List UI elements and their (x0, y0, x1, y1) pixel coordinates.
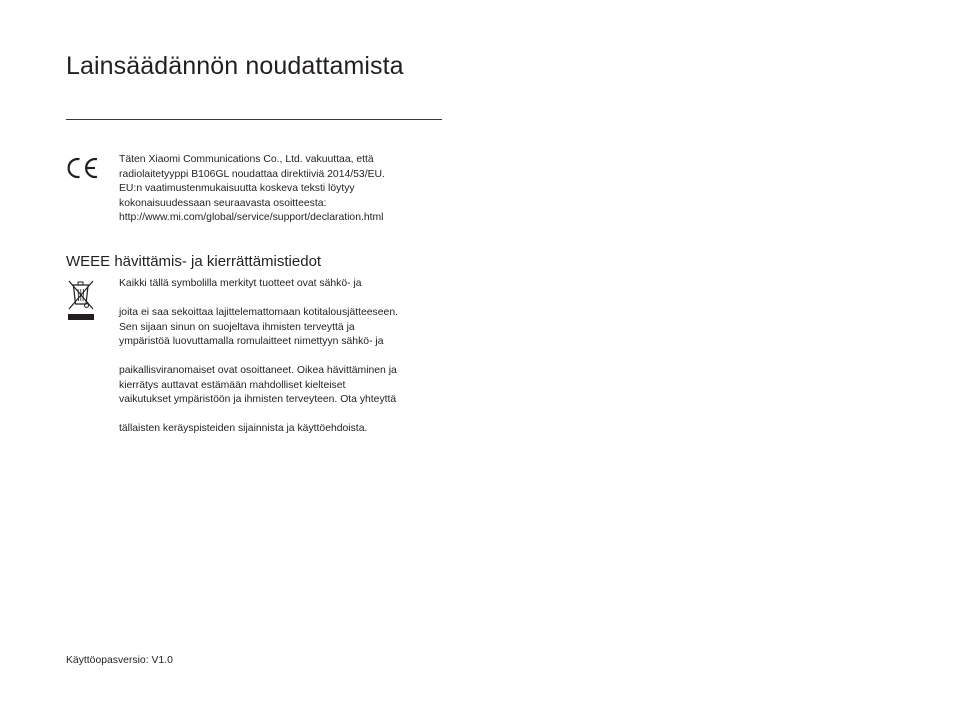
weee-line (119, 408, 449, 423)
weee-line: joita ei saa sekoittaa lajittelemattomaan kotitalousjätteeseen. (119, 307, 398, 318)
ce-line: radiolaitetyyppi B106GL noudattaa direktiiviä 2014/53/EU. (119, 168, 385, 180)
ce-declaration-url: http://www.mi.com/global/service/support/declaration.html (119, 212, 384, 223)
ce-declaration-text (119, 153, 449, 226)
weee-line (119, 292, 449, 307)
ce-line: kokonaisuudessaan seuraavasta osoitteesta: (119, 197, 327, 209)
weee-line: kierrätys auttavat estämään mahdolliset kielteiset (119, 379, 346, 391)
weee-line: vaikutukset ympäristöön ja ihmisten terveyteen. Ota yhteyttä (119, 394, 397, 405)
manual-version-label: Käyttöopasversio: V1.0 (66, 655, 173, 666)
title-divider (66, 119, 442, 120)
weee-section-title: WEEE hävittämis- ja kierrättämistiedot (66, 253, 322, 270)
weee-line (119, 350, 449, 365)
weee-body-text (119, 277, 449, 437)
weee-line: tällaisten keräyspisteiden sijainnista ja käyttöehdoista. (119, 423, 368, 434)
weee-line: paikallisviranomaiset ovat osoittaneet. Oikea hävittäminen ja (119, 365, 397, 376)
weee-line: Kaikki tällä symbolilla merkityt tuotteet ovat sähkö- ja (119, 278, 362, 289)
weee-line: ympäristöä luovuttamalla romulaitteet nimettyyn sähkö- ja (119, 336, 384, 347)
ce-line: EU:n vaatimustenmukaisuutta koskeva teksti löytyy (119, 183, 355, 194)
ce-mark-icon (66, 156, 100, 180)
weee-line: Sen sijaan sinun on suojeltava ihmisten terveyttä ja (119, 321, 355, 333)
page-title: Lainsäädännön noudattamista (66, 52, 404, 80)
ce-line: Täten Xiaomi Communications Co., Ltd. vakuuttaa, että (119, 154, 374, 165)
crossed-out-wheelie-bin-icon (66, 278, 96, 322)
